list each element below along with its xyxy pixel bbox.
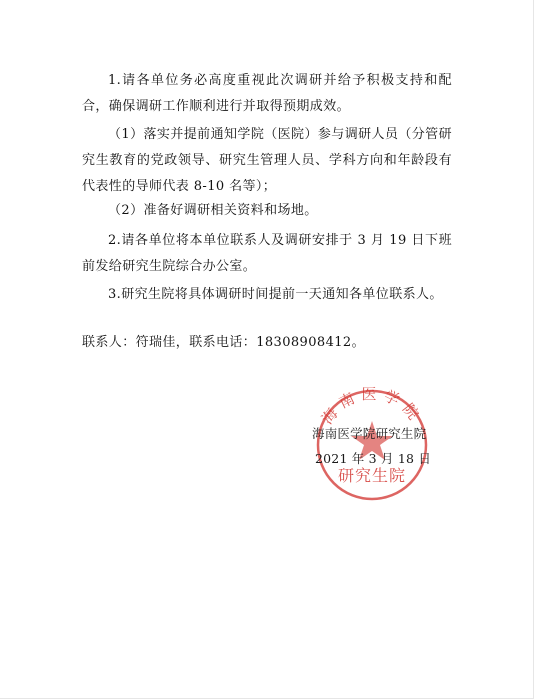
paragraph-item-2: 2.请各单位将本单位联系人及调研安排于 3 月 19 日下班前发给研究生院综合办公室。 bbox=[82, 233, 452, 274]
seal-center-text: 研究生院 bbox=[337, 466, 407, 485]
seal-ring-text: 海南医学院 bbox=[318, 385, 426, 428]
contact-line: 联系人：符瑞佳，联系电话：18308908412。 bbox=[82, 335, 365, 350]
paragraph-subitem-2: （2）准备好调研相关资料和场地。 bbox=[108, 203, 318, 218]
paragraph-item-3: 3.研究生院将具体调研时间提前一天通知各单位联系人。 bbox=[108, 287, 443, 302]
official-seal bbox=[302, 383, 442, 508]
signature-organization: 海南医学院研究生院 bbox=[312, 426, 427, 441]
seal-icon bbox=[302, 383, 442, 508]
paragraph-subitem-1: （1）落实并提前通知学院（医院）参与调研人员（分管研究生教育的党政领导、研究生管理人员、学科方向和年龄段有代表性的导师代表 8-10 名等）； bbox=[82, 127, 452, 194]
paragraph-item-1: 1.请各单位务必高度重视此次调研并给予积极支持和配合，确保调研工作顺利进行并取得预期成效。 bbox=[82, 73, 452, 114]
signature-date: 2021 年 3 月 18 日 bbox=[315, 451, 432, 466]
